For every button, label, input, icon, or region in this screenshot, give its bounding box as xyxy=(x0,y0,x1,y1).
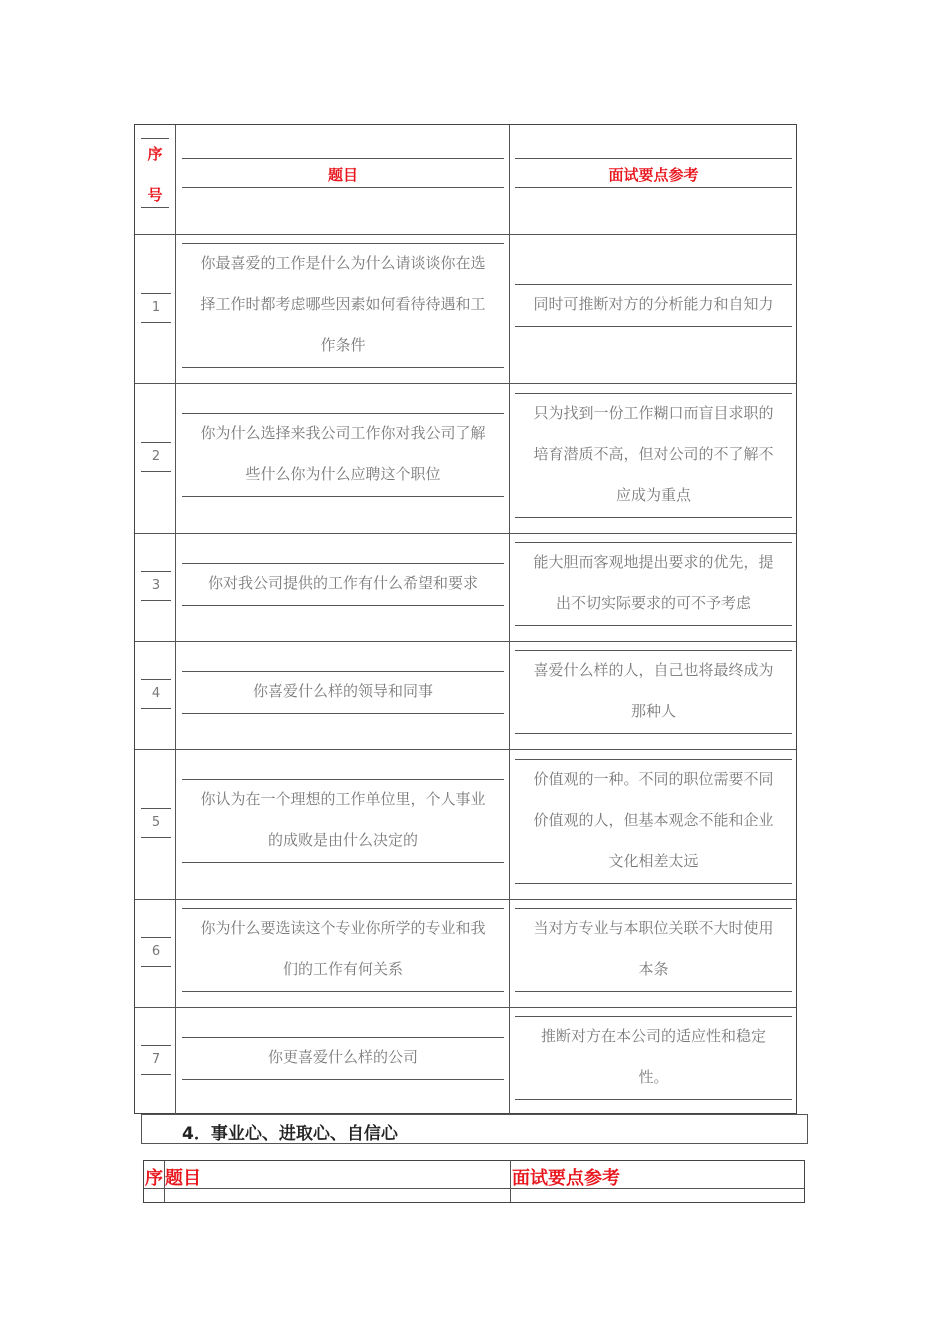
underline xyxy=(182,605,504,606)
underline xyxy=(141,293,171,294)
reference-text: 喜爱什么样的人，自己也将最终成为 xyxy=(533,661,774,679)
underline xyxy=(141,600,171,601)
question-text: 的成败是由什么决定的 xyxy=(267,831,418,849)
underline xyxy=(515,517,792,518)
underline xyxy=(182,158,504,159)
underline xyxy=(141,571,171,572)
underline xyxy=(182,187,504,188)
underline xyxy=(515,625,792,626)
reference-text: 那种人 xyxy=(630,702,676,720)
header-reference: 面试要点参考 xyxy=(608,166,699,184)
reference-text: 出不切实际要求的可不予考虑 xyxy=(555,594,751,612)
row-number: 4 xyxy=(151,686,161,701)
interview-questions-table xyxy=(134,124,797,1114)
question-text: 你为什么要选读这个专业你所学的专业和我 xyxy=(200,919,486,937)
underline xyxy=(515,1099,792,1100)
question-text: 你对我公司提供的工作有什么希望和要求 xyxy=(207,573,478,592)
underline xyxy=(141,1074,171,1075)
question-text: 作条件 xyxy=(320,336,366,354)
row-number: 3 xyxy=(151,578,161,593)
question-text: 你最喜爱的工作是什么为什么请谈谈你在选 xyxy=(200,254,486,272)
table2-reference-header: 面试要点参考 xyxy=(512,1168,620,1189)
underline xyxy=(141,442,171,443)
question-text: 们的工作有何关系 xyxy=(282,960,403,978)
reference-text: 应成为重点 xyxy=(615,485,691,504)
underline xyxy=(141,322,171,323)
row-divider xyxy=(135,533,796,534)
table2-question-header: 题目 xyxy=(165,1168,201,1189)
section-heading-box xyxy=(141,1114,808,1144)
reference-text: 只为找到一份工作糊口而盲目求职的 xyxy=(533,403,774,422)
underline xyxy=(515,733,792,734)
row-divider xyxy=(135,899,796,900)
underline xyxy=(141,1045,171,1046)
column-divider xyxy=(510,1161,511,1202)
question-text: 你为什么选择来我公司工作你对我公司了解 xyxy=(200,424,486,442)
question-text: 你更喜爱什么样的公司 xyxy=(267,1047,418,1066)
next-table-header xyxy=(143,1160,805,1203)
section-title: 4．事业心、进取心、自信心 xyxy=(182,1124,398,1144)
row-number: 6 xyxy=(151,944,161,959)
header-seq-line1: 序 xyxy=(147,145,163,163)
row-number: 5 xyxy=(151,815,161,830)
row-number: 2 xyxy=(151,449,161,464)
underline xyxy=(141,138,169,139)
reference-text: 文化相差太远 xyxy=(608,851,699,870)
underline xyxy=(141,837,171,838)
underline xyxy=(515,326,792,327)
underline xyxy=(182,862,504,863)
underline xyxy=(515,158,792,159)
underline xyxy=(182,713,504,714)
reference-text: 培育潜质不高，但对公司的不了解不 xyxy=(533,444,774,463)
row-divider xyxy=(144,1188,804,1189)
underline xyxy=(141,708,171,709)
underline xyxy=(182,1079,504,1080)
underline xyxy=(141,679,171,680)
question-text: 择工作时都考虑哪些因素如何看待待遇和工 xyxy=(200,295,486,313)
underline xyxy=(141,937,171,938)
reference-text: 能大胆而客观地提出要求的优先，提 xyxy=(533,553,774,571)
question-text: 你认为在一个理想的工作单位里，个人事业 xyxy=(200,790,486,808)
row-number: 7 xyxy=(151,1052,161,1067)
underline xyxy=(182,991,504,992)
underline xyxy=(182,496,504,497)
reference-text: 推断对方在本公司的适应性和稳定 xyxy=(540,1027,766,1045)
reference-text: 价值观的一种。不同的职位需要不同 xyxy=(533,769,774,788)
underline xyxy=(182,367,504,368)
underline xyxy=(141,471,171,472)
row-number: 1 xyxy=(151,299,161,315)
underline xyxy=(141,966,171,967)
row-divider xyxy=(135,234,796,235)
column-divider xyxy=(509,125,510,1115)
underline xyxy=(141,808,171,809)
row-divider xyxy=(135,383,796,384)
row-divider xyxy=(135,1007,796,1008)
reference-text: 价值观的人，但基本观念不能和企业 xyxy=(533,810,774,829)
underline xyxy=(141,207,169,208)
reference-text: 当对方专业与本职位关联不大时使用 xyxy=(533,919,774,937)
underline xyxy=(515,187,792,188)
header-seq-line2: 号 xyxy=(147,186,163,204)
row-divider xyxy=(135,749,796,750)
reference-text: 同时可推断对方的分析能力和自知力 xyxy=(533,295,774,313)
underline xyxy=(515,883,792,884)
row-divider xyxy=(135,641,796,642)
question-text: 你喜爱什么样的领导和同事 xyxy=(252,681,433,700)
column-divider xyxy=(175,125,176,1115)
underline xyxy=(515,991,792,992)
question-text: 些什么你为什么应聘这个职位 xyxy=(245,465,441,483)
reference-text: 本条 xyxy=(638,960,669,978)
reference-text: 性。 xyxy=(638,1068,669,1086)
header-question: 题目 xyxy=(327,166,358,184)
table2-seq-header: 序 xyxy=(145,1168,163,1189)
